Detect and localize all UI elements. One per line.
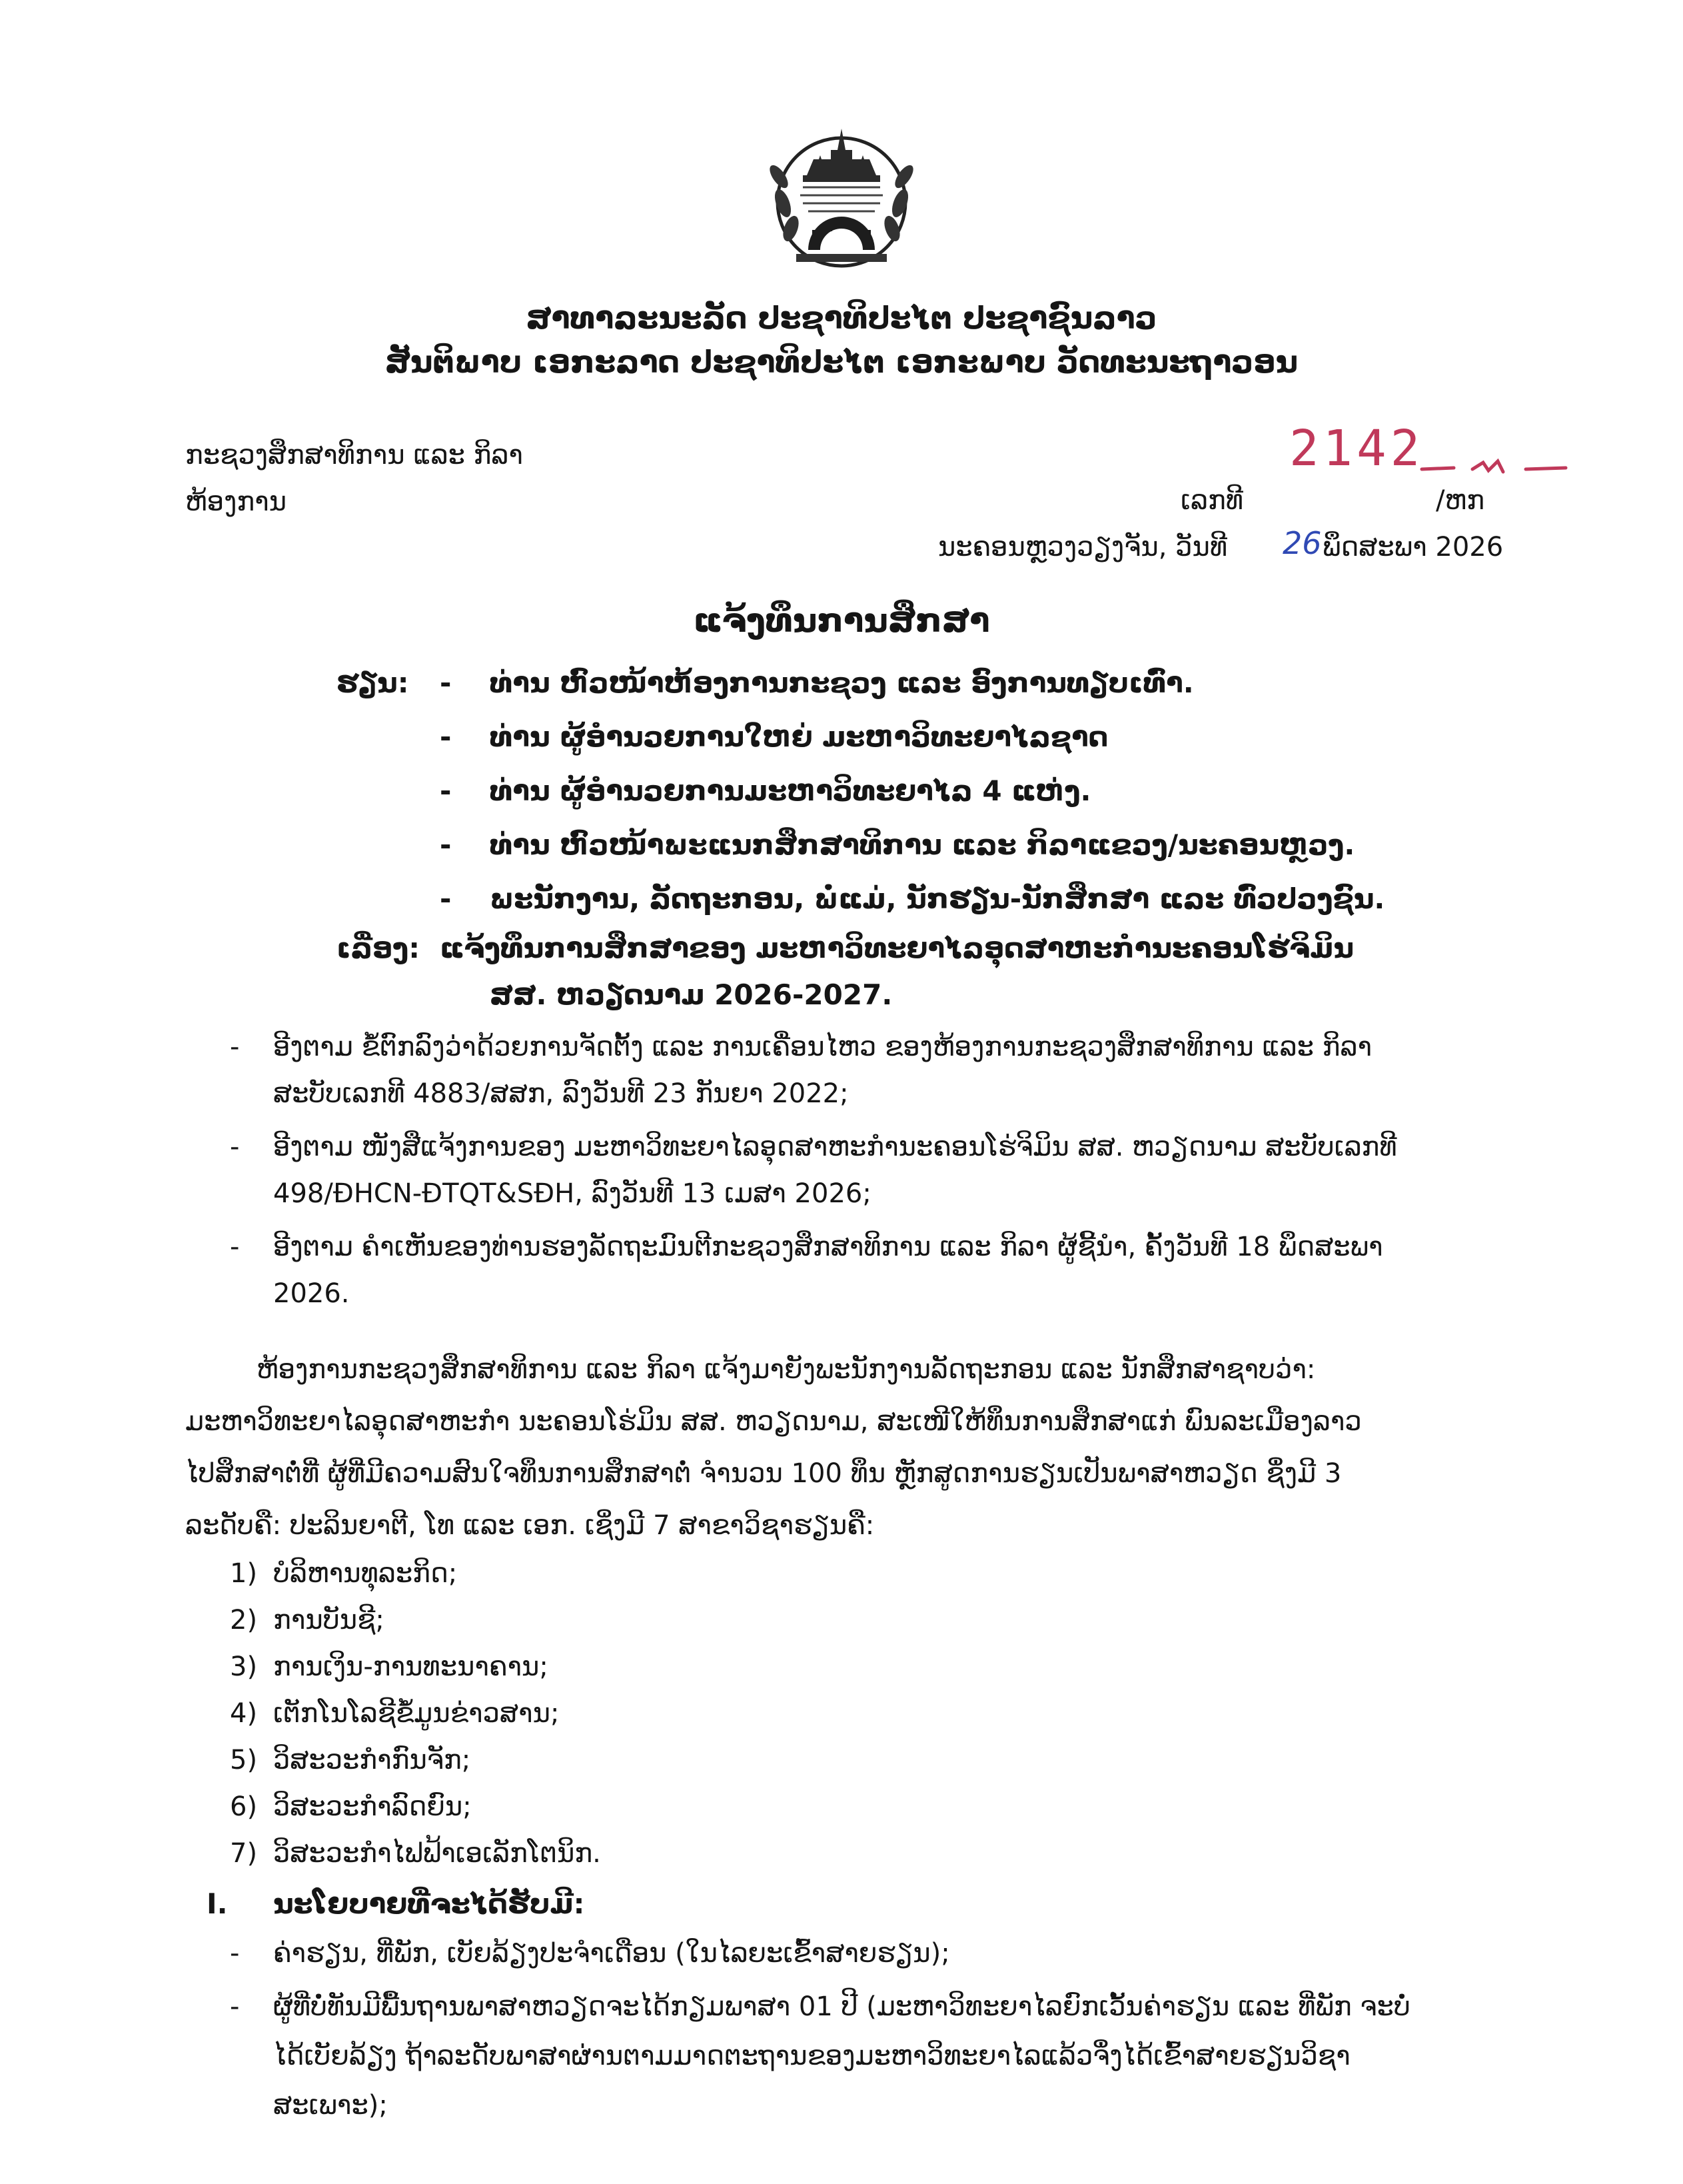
recipient-dash: - (440, 666, 452, 699)
field-number: 2) (230, 1605, 258, 1636)
field-number: 4) (230, 1698, 258, 1729)
field-number: 3) (230, 1651, 258, 1682)
reference-line: ອີງຕາມ ຂໍ້ຕົກລົງວ່າດ້ວຍການຈັດຕັ້ງ ແລະ ການເຄື່ອນໄຫວ ຂອງຫ້ອງການກະຊວງສຶກສາທິການ ແລະ ກິລາ (273, 1032, 1373, 1062)
reference-line: ອີງຕາມ ຄໍາເຫັນຂອງທ່ານຮອງລັດຖະມົນຕີກະຊວງສຶກສາທິການ ແລະ ກິລາ ຜູ້ຊີ້ນໍາ, ຄັ້ງວັນທີ 18 ພຶດສະພາ (273, 1232, 1383, 1262)
recipient-dash: - (440, 882, 452, 915)
reference-line: 498/ĐHCN-ĐTQT&SĐH, ລົງວັນທີ 13 ເມສາ 2026; (273, 1178, 871, 1209)
office-name: ຫ້ອງການ (185, 487, 287, 517)
field-label: ວິສະວະກໍາກົນຈັກ; (273, 1745, 471, 1775)
subject-line: ແຈ້ງທຶນການສຶກສາຂອງ ມະຫາວິທະຍາໄລອຸດສາຫະກໍານະຄອນໂຮ່ຈິມິນ (440, 932, 1355, 964)
bullet-dash: - (230, 1938, 240, 1969)
handwritten-ref-dashes (1419, 453, 1572, 480)
field-label: ວິສະວະກໍາລົດຍົນ; (273, 1791, 472, 1822)
reference-line: ອີງຕາມ ໜັງສືແຈ້ງການຂອງ ມະຫາວິທະຍາໄລອຸດສາຫະກໍານະຄອນໂຮ່ຈິມິນ ສສ. ຫວຽດນາມ ສະບັບເລກທີ (273, 1132, 1397, 1162)
recipient-item: ພະນັກງານ, ລັດຖະກອນ, ພໍ່ແມ່, ນັກຮຽນ-ນັກສຶກສາ ແລະ ທົ່ວປວງຊົນ. (490, 882, 1385, 915)
body-line: ໄປສຶກສາຕໍ່ທີ່ ຜູ້ທີ່ມີຄວາມສົນໃຈທຶນການສຶກສາຕໍ່ ຈໍານວນ 100 ທຶນ ຫຼັກສູດການຮຽນເປັນພາສາຫວຽດ ຊຶ່ງມີ 3 (185, 1458, 1342, 1489)
field-label: ເຕັກໂນໂລຊີຂໍ້ມູນຂ່າວສານ; (273, 1698, 560, 1729)
section-numeral: I. (207, 1887, 228, 1920)
recipients-label: ຮຽນ: (336, 666, 409, 699)
handwritten-ref-number: 2142 (1289, 420, 1424, 477)
field-number: 6) (230, 1791, 258, 1822)
state-emblem (756, 123, 927, 271)
recipient-item: ທ່ານ ຜູ້ອໍານວຍການໃຫຍ່ ມະຫາວິທະຍາໄລຊາດ (490, 720, 1109, 753)
reference-dash: - (230, 1232, 240, 1262)
field-number: 7) (230, 1838, 258, 1869)
subject-label: ເລື່ອງ: (336, 932, 420, 964)
field-number: 1) (230, 1558, 258, 1589)
country-name: ສາທາລະນະລັດ ປະຊາທິປະໄຕ ປະຊາຊົນລາວ (526, 300, 1157, 336)
benefit-line: ຄ່າຮຽນ, ທີ່ພັກ, ເບັຍລ້ຽງປະຈໍາເດືອນ (ໃນໄລຍະເຂົ້າສາຍຮຽນ); (273, 1938, 950, 1969)
recipient-dash: - (440, 774, 452, 807)
reference-line: 2026. (273, 1278, 350, 1309)
subject-line: ສສ. ຫວຽດນາມ 2026-2027. (490, 978, 893, 1011)
recipient-item: ທ່ານ ຫົວໜ້າຫ້ອງການກະຊວງ ແລະ ອົງການທຽບເທົ່າ. (490, 666, 1194, 699)
date-month-year: ພຶດສະພາ 2026 (1323, 532, 1504, 562)
benefit-line: ຜູ້ທີ່ບໍ່ທັນມີພື້ນຖານພາສາຫວຽດຈະໄດ້ກຽມພາສາ 01 ປີ (ມະຫາວິທະຍາໄລຍົກເວັ້ນຄ່າຮຽນ ແລະ ທີ່ພັກ ຈະບໍ່ (273, 1991, 1410, 2022)
benefit-line: ສະເພາະ); (273, 2090, 388, 2121)
place-date-label: ນະຄອນຫຼວງວຽງຈັນ, ວັນທີ (938, 532, 1228, 562)
reference-line: ສະບັບເລກທີ 4883/ສສກ, ລົງວັນທີ 23 ກັນຍາ 2022; (273, 1078, 849, 1109)
body-line: ຫ້ອງການກະຊວງສຶກສາທິການ ແລະ ກິລາ ແຈ້ງມາຍັງພະນັກງານລັດຖະກອນ ແລະ ນັກສຶກສາຊາບວ່າ: (257, 1354, 1316, 1385)
document-title: ແຈ້ງທຶນການສຶກສາ (693, 601, 990, 640)
recipient-dash: - (440, 828, 452, 861)
recipient-dash: - (440, 720, 452, 753)
field-label: ວິສະວະກໍາໄຟຟ້າເອເລັກໂຕນິກ. (273, 1838, 601, 1869)
field-label: ການບັນຊີ; (273, 1605, 384, 1636)
handwritten-day: 26 (1283, 525, 1322, 561)
country-motto: ສັນຕິພາບ ເອກະລາດ ປະຊາທິປະໄຕ ເອກະພາບ ວັດທະນະຖາວອນ (384, 344, 1299, 380)
bullet-dash: - (230, 1991, 240, 2022)
ref-number-label: ເລກທີ (1181, 485, 1244, 516)
ministry-name: ກະຊວງສຶກສາທິການ ແລະ ກິລາ (185, 440, 523, 471)
body-line: ລະດັບຄື: ປະລິນຍາຕີ, ໂທ ແລະ ເອກ. ເຊິ່ງມີ 7 ສາຂາວິຊາຮຽນຄື: (185, 1510, 875, 1541)
body-line: ມະຫາວິທະຍາໄລອຸດສາຫະກໍາ ນະຄອນໂຮ່ມິນ ສສ. ຫວຽດນາມ, ສະເໜີໃຫ້ທຶນການສຶກສາແກ່ ພົນລະເມືອງລາວ (185, 1406, 1362, 1437)
benefit-line: ໄດ້ເບັຍລ້ຽງ ຖ້າລະດັບພາສາຜ່ານຕາມມາດຕະຖານຂອງມະຫາວິທະຍາໄລແລ້ວຈຶ່ງໄດ້ເຂົ້າສາຍຮຽນວິຊາ (273, 2041, 1351, 2071)
ref-number-suffix: /ຫກ (1436, 485, 1485, 516)
field-number: 5) (230, 1745, 258, 1775)
reference-dash: - (230, 1132, 240, 1162)
field-label: ບໍລິຫານທຸລະກິດ; (273, 1558, 458, 1589)
reference-dash: - (230, 1032, 240, 1062)
field-label: ການເງິນ-ການທະນາຄານ; (273, 1651, 548, 1682)
recipient-item: ທ່ານ ຫົວໜ້າພະແນກສຶກສາທິການ ແລະ ກິລາແຂວງ/ນະຄອນຫຼວງ. (490, 828, 1355, 861)
section-heading: ນະໂຍບາຍທີ່ຈະໄດ້ຮັບມີ: (273, 1887, 585, 1920)
recipient-item: ທ່ານ ຜູ້ອໍານວຍການມະຫາວິທະຍາໄລ 4 ແຫ່ງ. (490, 774, 1091, 807)
